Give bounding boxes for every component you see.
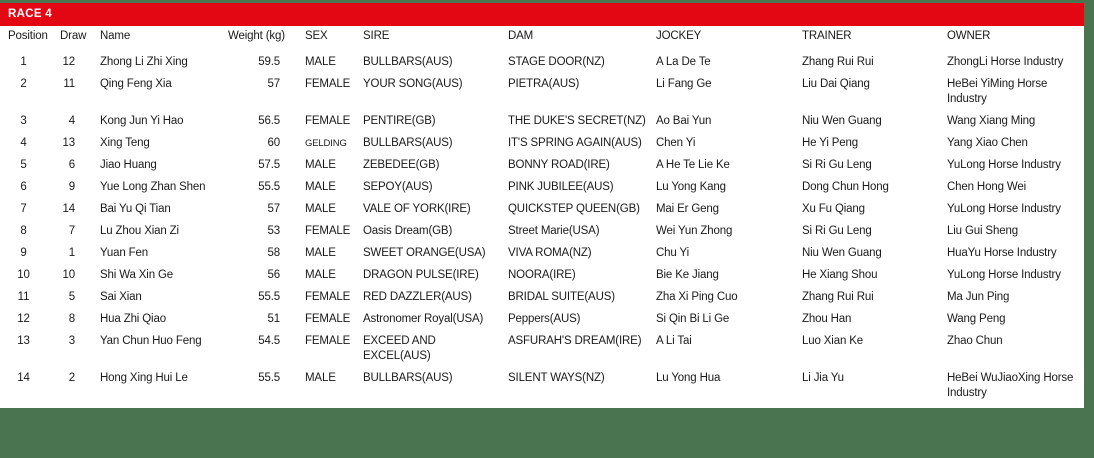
cell-sire: Oasis Dream(GB) [363, 225, 453, 237]
cell-trainer: Si Ri Gu Leng [802, 159, 872, 171]
cell-position: 12 [17, 313, 30, 325]
cell-jockey: Mai Er Geng [656, 203, 719, 215]
race-results-table [0, 26, 1084, 405]
cell-draw: 7 [68, 225, 75, 237]
cell-dam: QUICKSTEP QUEEN(GB) [508, 203, 640, 215]
cell-jockey: Chu Yi [656, 247, 689, 259]
cell-weight: 56.5 [258, 115, 280, 127]
cell-draw: 2 [68, 372, 75, 384]
cell-sex: GELDING [305, 138, 347, 149]
cell-jockey: A He Te Lie Ke [656, 159, 730, 171]
column-header-trainer: TRAINER [802, 30, 852, 42]
cell-position: 9 [20, 247, 27, 259]
cell-draw: 8 [68, 313, 75, 325]
cell-owner: YuLong Horse Industry [947, 269, 1061, 281]
cell-weight: 55.5 [258, 291, 280, 303]
cell-position: 5 [20, 159, 27, 171]
cell-position: 7 [20, 203, 27, 215]
cell-position: 2 [20, 78, 27, 90]
cell-draw: 9 [68, 181, 75, 193]
cell-position: 11 [17, 291, 30, 303]
cell-sex: MALE [305, 247, 336, 259]
cell-trainer: He Xiang Shou [802, 269, 878, 281]
cell-draw: 4 [68, 115, 75, 127]
cell-name: Jiao Huang [100, 159, 157, 171]
cell-owner: Ma Jun Ping [947, 291, 1010, 303]
cell-dam: BONNY ROAD(IRE) [508, 159, 610, 171]
cell-trainer: Si Ri Gu Leng [802, 225, 872, 237]
cell-draw: 14 [62, 203, 75, 215]
cell-dam: THE DUKE'S SECRET(NZ) [508, 115, 646, 127]
cell-weight: 54.5 [258, 335, 280, 347]
cell-trainer: Luo Xian Ke [802, 335, 864, 347]
cell-trainer: Dong Chun Hong [802, 181, 889, 193]
cell-weight: 55.5 [258, 372, 280, 384]
cell-name: Sai Xian [100, 291, 142, 303]
race-card [0, 3, 1084, 408]
column-header-dam: DAM [508, 30, 534, 42]
cell-draw: 5 [68, 291, 75, 303]
cell-dam: PINK JUBILEE(AUS) [508, 181, 614, 193]
cell-dam: PIETRA(AUS) [508, 78, 580, 90]
cell-jockey: A La De Te [656, 56, 711, 68]
cell-sire: YOUR SONG(AUS) [363, 78, 463, 90]
cell-trainer: Zhou Han [802, 313, 852, 325]
table-body [0, 52, 1084, 405]
cell-sire: SEPOY(AUS) [363, 181, 433, 193]
race-title-bar: RACE 4 [0, 3, 1084, 26]
cell-jockey: Zha Xi Ping Cuo [656, 291, 738, 303]
cell-dam: STAGE DOOR(NZ) [508, 56, 605, 68]
cell-owner: Wang Xiang Ming [947, 115, 1036, 127]
cell-sex: FEMALE [305, 78, 351, 90]
cell-sex: FEMALE [305, 335, 351, 347]
cell-owner: Yang Xiao Chen [947, 137, 1028, 149]
column-header-owner: OWNER [947, 30, 991, 42]
cell-jockey: Si Qin Bi Li Ge [656, 313, 730, 325]
cell-name: Yue Long Zhan Shen [100, 181, 206, 193]
table-row [0, 133, 1084, 155]
table-row [0, 221, 1084, 243]
column-header-position: Position [8, 30, 48, 42]
cell-sex: FEMALE [305, 225, 351, 237]
cell-owner: Wang Peng [947, 313, 1006, 325]
cell-weight: 58 [267, 247, 280, 259]
column-header-sex: SEX [305, 30, 328, 42]
cell-weight: 59.5 [258, 56, 280, 68]
cell-weight: 55.5 [258, 181, 280, 193]
cell-jockey: A Li Tai [656, 335, 692, 347]
cell-position: 10 [17, 269, 30, 281]
cell-draw: 12 [62, 56, 75, 68]
cell-dam: VIVA ROMA(NZ) [508, 247, 592, 259]
cell-name: Hong Xing Hui Le [100, 372, 188, 384]
cell-position: 4 [20, 137, 27, 149]
cell-sex: MALE [305, 181, 336, 193]
table-row [0, 52, 1084, 74]
table-row [0, 177, 1084, 199]
column-header-draw: Draw [60, 30, 87, 42]
table-row [0, 74, 1084, 111]
cell-sire: DRAGON PULSE(IRE) [363, 269, 479, 281]
cell-weight: 60 [267, 137, 280, 149]
cell-jockey: Wei Yun Zhong [656, 225, 733, 237]
cell-jockey: Lu Yong Hua [656, 372, 721, 384]
cell-name: Shi Wa Xin Ge [100, 269, 174, 281]
cell-position: 14 [17, 372, 30, 384]
table-row [0, 368, 1084, 405]
cell-name: Zhong Li Zhi Xing [100, 56, 188, 68]
cell-dam: IT'S SPRING AGAIN(AUS) [508, 137, 642, 149]
cell-name: Xing Teng [100, 137, 150, 149]
cell-trainer: Niu Wen Guang [802, 247, 882, 259]
cell-sire: BULLBARS(AUS) [363, 56, 453, 68]
cell-trainer: Zhang Rui Rui [802, 56, 874, 68]
table-row [0, 111, 1084, 133]
cell-trainer: Xu Fu Qiang [802, 203, 865, 215]
cell-name: Yan Chun Huo Feng [100, 335, 202, 347]
cell-owner: YuLong Horse Industry [947, 203, 1061, 215]
cell-name: Bai Yu Qi Tian [100, 203, 171, 215]
cell-jockey: Ao Bai Yun [656, 115, 712, 127]
cell-sex: MALE [305, 372, 336, 384]
cell-draw: 6 [68, 159, 75, 171]
cell-weight: 57 [267, 203, 280, 215]
cell-owner: ZhongLi Horse Industry [947, 56, 1064, 68]
table-row [0, 287, 1084, 309]
cell-sire: SWEET ORANGE(USA) [363, 247, 486, 259]
cell-weight: 56 [267, 269, 280, 281]
cell-sex: FEMALE [305, 115, 351, 127]
cell-sire: VALE OF YORK(IRE) [363, 203, 471, 215]
cell-dam: NOORA(IRE) [508, 269, 576, 281]
cell-weight: 53 [267, 225, 280, 237]
cell-sire: Astronomer Royal(USA) [363, 313, 484, 325]
cell-name: Yuan Fen [100, 247, 149, 259]
table-row [0, 155, 1084, 177]
cell-owner: Chen Hong Wei [947, 181, 1027, 193]
cell-owner: YuLong Horse Industry [947, 159, 1061, 171]
cell-draw: 3 [68, 335, 75, 347]
cell-jockey: Bie Ke Jiang [656, 269, 719, 281]
cell-name: Qing Feng Xia [100, 78, 172, 90]
table-row [0, 265, 1084, 287]
cell-sire: PENTIRE(GB) [363, 115, 436, 127]
column-header-name: Name [100, 30, 131, 42]
cell-sire: BULLBARS(AUS) [363, 137, 453, 149]
column-header-jockey: JOCKEY [656, 30, 702, 42]
cell-dam: SILENT WAYS(NZ) [508, 372, 605, 384]
cell-dam: Peppers(AUS) [508, 313, 581, 325]
cell-owner: HeBei WuJiaoXing Horse Industry [947, 372, 1074, 399]
cell-dam: ASFURAH'S DREAM(IRE) [508, 335, 642, 347]
cell-jockey: Lu Yong Kang [656, 181, 726, 193]
cell-owner: Zhao Chun [947, 335, 1003, 347]
cell-sex: MALE [305, 269, 336, 281]
cell-trainer: Niu Wen Guang [802, 115, 882, 127]
table-row [0, 309, 1084, 331]
cell-sex: MALE [305, 159, 336, 171]
table-row [0, 331, 1084, 368]
cell-draw: 1 [68, 247, 75, 259]
cell-trainer: Li Jia Yu [802, 372, 844, 384]
cell-weight: 57.5 [258, 159, 280, 171]
cell-sire: RED DAZZLER(AUS) [363, 291, 472, 303]
cell-trainer: Liu Dai Qiang [802, 78, 870, 90]
cell-trainer: Zhang Rui Rui [802, 291, 874, 303]
cell-dam: Street Marie(USA) [508, 225, 600, 237]
cell-draw: 11 [63, 78, 75, 90]
cell-dam: BRIDAL SUITE(AUS) [508, 291, 615, 303]
cell-name: Hua Zhi Qiao [100, 313, 166, 325]
table-header-row [0, 26, 1084, 52]
table-row [0, 199, 1084, 221]
cell-position: 8 [20, 225, 27, 237]
cell-weight: 51 [267, 313, 280, 325]
cell-owner: HeBei YiMing Horse Industry [947, 78, 1048, 105]
cell-trainer: He Yi Peng [802, 137, 859, 149]
column-header-weight: Weight (kg) [228, 30, 285, 42]
cell-sire: EXCEED AND EXCEL(AUS) [363, 335, 436, 362]
cell-position: 1 [20, 56, 27, 68]
cell-owner: Liu Gui Sheng [947, 225, 1018, 237]
cell-sex: MALE [305, 203, 336, 215]
cell-draw: 13 [62, 137, 75, 149]
column-header-sire: SIRE [363, 30, 390, 42]
cell-owner: HuaYu Horse Industry [947, 247, 1057, 259]
cell-position: 13 [17, 335, 30, 347]
cell-sire: BULLBARS(AUS) [363, 372, 453, 384]
cell-name: Lu Zhou Xian Zi [100, 225, 179, 237]
cell-sire: ZEBEDEE(GB) [363, 159, 440, 171]
cell-weight: 57 [267, 78, 280, 90]
cell-position: 6 [20, 181, 27, 193]
cell-jockey: Li Fang Ge [656, 78, 712, 90]
cell-name: Kong Jun Yi Hao [100, 115, 184, 127]
cell-sex: MALE [305, 56, 336, 68]
cell-draw: 10 [62, 269, 75, 281]
cell-sex: FEMALE [305, 291, 351, 303]
cell-sex: FEMALE [305, 313, 351, 325]
cell-jockey: Chen Yi [656, 137, 696, 149]
table-row [0, 243, 1084, 265]
cell-position: 3 [20, 115, 27, 127]
